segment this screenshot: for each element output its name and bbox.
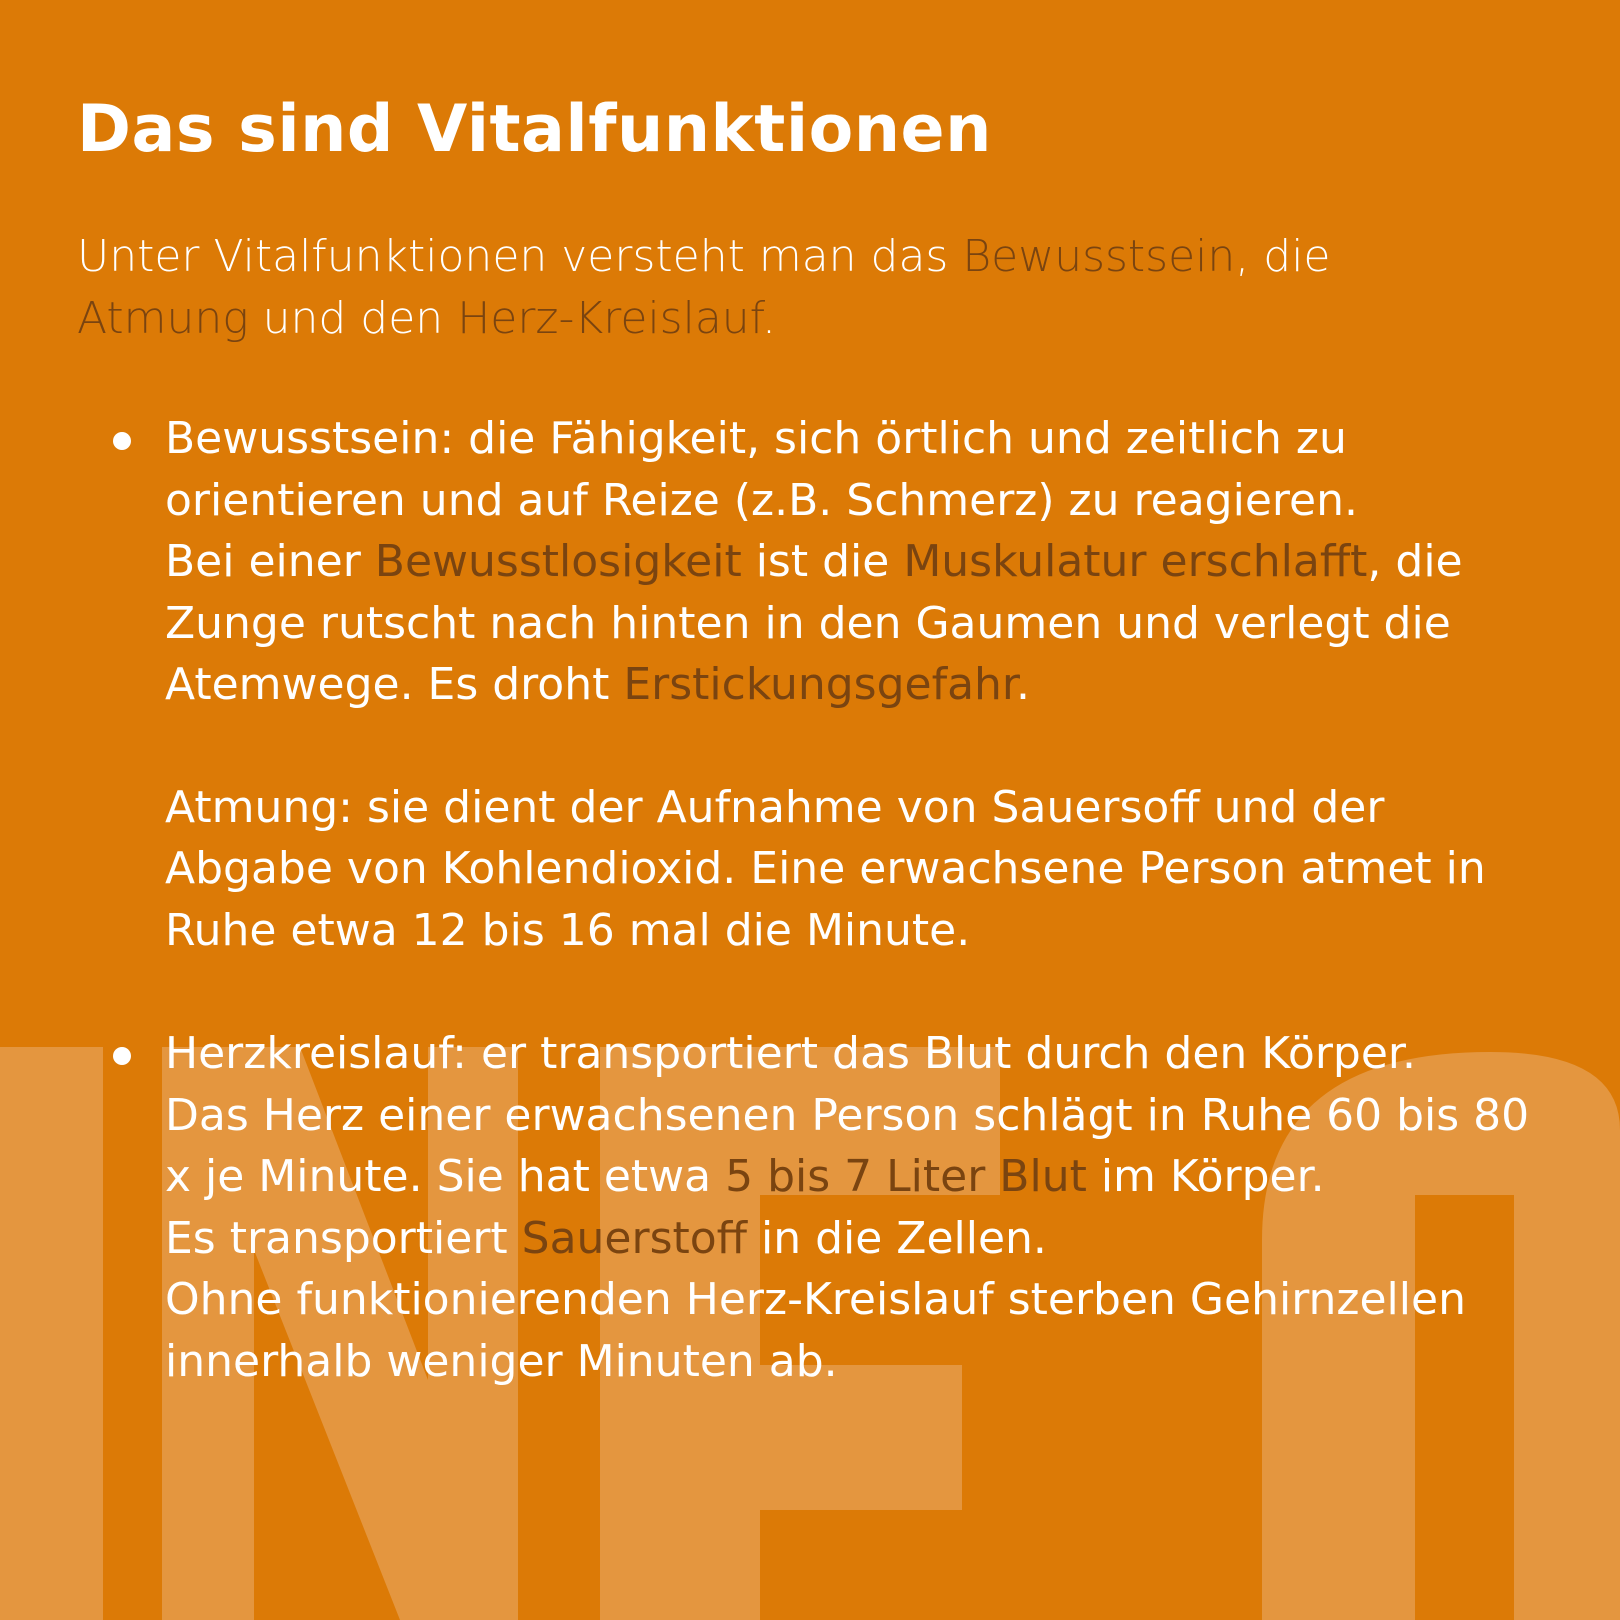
list-item-bewusstsein	[0, 408, 1560, 716]
bewusstsein-text: Bewusstsein: die Fähigkeit, sich örtlich und zeitlich zu orientieren und auf Reize (z.B. Schmerz) zu reagieren.	[165, 413, 1358, 526]
bewusstsein-text: , die Zunge rutscht nach hinten in den Gaumen und verlegt die Atemwege. Es droht	[165, 536, 1463, 710]
intro-highlight-bewusstsein: Bewusstsein	[962, 231, 1236, 282]
intro-highlight-atmung: Atmung	[77, 293, 249, 344]
herz-line-2	[165, 1085, 1560, 1208]
bewusstsein-text: .	[1016, 659, 1030, 710]
intro-text: und den	[248, 293, 458, 344]
bullet-dot-icon	[113, 432, 131, 450]
highlight-erstickungsgefahr: Erstickungsgefahr	[623, 659, 1016, 710]
herz-line-1: Herzkreislauf: er transportiert das Blut durch den Körper.	[165, 1028, 1416, 1079]
intro-paragraph	[77, 226, 1577, 350]
highlight-bewusstlosigkeit: Bewusstlosigkeit	[374, 536, 742, 587]
atmung-paragraph: Atmung: sie dient der Aufnahme von Sauersoff und der Abgabe von Kohlendioxid. Eine erwachsene Person atmet in Ruhe etwa 12 bis 16 mal die Minute.	[165, 781, 1486, 956]
intro-text: .	[761, 293, 776, 344]
vital-functions-list	[0, 408, 1620, 1392]
intro-text: Unter Vitalfunktionen versteht man das	[77, 231, 963, 282]
highlight-liter-blut: 5 bis 7 Liter Blut	[725, 1151, 1087, 1202]
bewusstsein-paragraph	[165, 408, 1560, 716]
herz-text: in die Zellen.	[747, 1212, 1047, 1264]
herz-line-3	[165, 1208, 1560, 1270]
highlight-muskulatur: Muskulatur erschlafft	[903, 536, 1368, 587]
page-title: Das sind Vitalfunktionen	[77, 92, 992, 167]
list-item-atmung	[0, 777, 1560, 962]
list-item-herzkreislauf	[0, 1023, 1560, 1392]
herz-text: Das Herz einer erwachsenen Person schlägt in Ruhe 60 bis 80 x je Minute. Sie hat etwa	[165, 1089, 1530, 1202]
herz-line-4: Ohne funktionierenden Herz-Kreislauf sterben Gehirnzellen innerhalb weniger Minuten ab.	[165, 1274, 1466, 1387]
bewusstsein-text: Bei einer	[165, 536, 375, 587]
bullet-dot-icon	[113, 1047, 131, 1065]
intro-text: , die	[1235, 231, 1331, 282]
herz-text: im Körper.	[1086, 1151, 1325, 1202]
highlight-sauerstoff: Sauerstoff	[521, 1212, 747, 1264]
bewusstsein-text: ist die	[741, 536, 904, 587]
herz-text: Es transportiert	[165, 1212, 522, 1264]
intro-highlight-herz-kreislauf: Herz-Kreislauf	[457, 293, 762, 344]
